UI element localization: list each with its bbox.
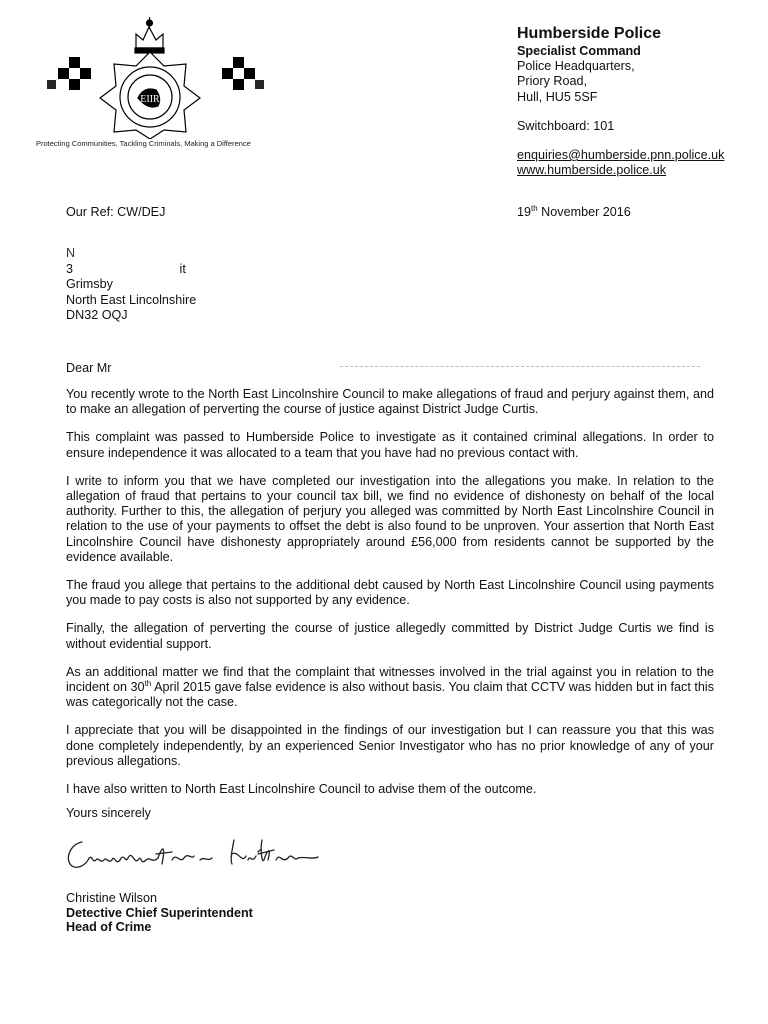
sender-address-block bbox=[517, 24, 724, 178]
our-reference: Our Ref: CW/DEJ bbox=[66, 205, 166, 219]
police-crest-logo bbox=[40, 14, 280, 139]
star-badge-icon bbox=[100, 52, 200, 139]
valediction: Yours sincerely bbox=[66, 806, 151, 820]
salutation: Dear Mr bbox=[66, 361, 112, 375]
address-line: Hull, HU5 5SF bbox=[517, 89, 598, 104]
body-paragraph: I write to inform you that we have completed our investigation into the allegations you make. In relation to the allegation of fraud that pertains to your council tax bill, we find no evidence of dishonesty on behalf of the local authority. Further to this, the allegation of perjury you alleged was committed by North East Lincolnshire Council in relation to the use of your payments to offset the debt is also found to be unproven. Your assertion that North East Lincolnshire Council have dishonesty appropriately around £56,000 from residents cannot be supported by the evidence available. bbox=[66, 473, 714, 564]
recipient-name-redacted: N bbox=[66, 246, 76, 260]
body-text: April 2015 gave false evidence is also without basis. You claim that CCTV was hidden but in fact this was categorically not the case. bbox=[66, 680, 714, 710]
recipient-address bbox=[66, 246, 196, 324]
address-line: Priory Road, bbox=[517, 74, 587, 89]
body-paragraph: This complaint was passed to Humberside Police to investigate as it contained criminal allegations. In order to ensure independence it was allocated to a team that you have had no previous contact with. bbox=[66, 430, 714, 460]
signatory-title: Detective Chief Superintendent bbox=[66, 905, 253, 920]
recipient-street-start: 3 bbox=[66, 261, 74, 276]
recipient-postcode: DN32 OQJ bbox=[66, 308, 128, 322]
body-paragraph: The fraud you allege that pertains to the additional debt caused by North East Lincolnshire Council using payments you made to pay costs is also not supported by any evidence. bbox=[66, 578, 714, 608]
recipient-town: Grimsby bbox=[66, 277, 113, 291]
recipient-street-end: it bbox=[179, 261, 186, 276]
handwritten-signature bbox=[62, 830, 332, 880]
address-line: Police Headquarters, bbox=[517, 59, 635, 74]
command-name: Specialist Command bbox=[517, 44, 641, 58]
left-chequer-icon bbox=[47, 57, 91, 90]
redaction-trace bbox=[340, 366, 700, 367]
signatory-role: Head of Crime bbox=[66, 920, 152, 934]
signatory-name: Christine Wilson bbox=[66, 891, 157, 905]
recipient-county: North East Lincolnshire bbox=[66, 292, 197, 307]
body-paragraph: I appreciate that you will be disappointed in the findings of our investigation but I can reassure you that this was done completely independently, by an experienced Senior Investigator who has no prior knowledge of any of your previous allegations. bbox=[66, 723, 714, 768]
website-link[interactable]: www.humberside.police.uk bbox=[517, 163, 667, 178]
letter-date bbox=[517, 205, 631, 219]
body-paragraph bbox=[66, 665, 714, 711]
letter-body bbox=[66, 387, 714, 810]
body-paragraph: You recently wrote to the North East Lincolnshire Council to make allegations of fraud and perjury against them, and to make an allegation of perverting the course of justice against District Judge Curtis. bbox=[66, 387, 714, 417]
body-paragraph: Finally, the allegation of perverting the course of justice allegedly committed by District Judge Curtis we find is without evidential support. bbox=[66, 621, 714, 651]
crest-cipher: EIIR bbox=[140, 94, 160, 105]
recipient-street-redacted bbox=[66, 262, 196, 278]
switchboard-number: Switchboard: 101 bbox=[517, 118, 615, 133]
right-chequer-icon bbox=[222, 57, 264, 90]
email-link[interactable]: enquiries@humberside.pnn.police.uk bbox=[517, 148, 725, 163]
ordinal-suffix: th bbox=[144, 678, 152, 688]
date-suffix: th bbox=[531, 203, 538, 213]
body-text: As an additional matter we find that the complaint that witnesses involved in the trial against you in relation to the incident on 30 bbox=[66, 664, 714, 695]
date-day: 19 bbox=[517, 205, 532, 219]
organisation-name: Humberside Police bbox=[517, 25, 662, 42]
crest-motto: Protecting Communities, Tackling Criminals, Making a Difference bbox=[36, 139, 251, 148]
signatory-block bbox=[66, 891, 253, 935]
date-rest: November 2016 bbox=[537, 205, 631, 219]
body-paragraph: I have also written to North East Lincolnshire Council to advise them of the outcome. bbox=[66, 782, 537, 797]
crown-icon bbox=[135, 17, 164, 53]
